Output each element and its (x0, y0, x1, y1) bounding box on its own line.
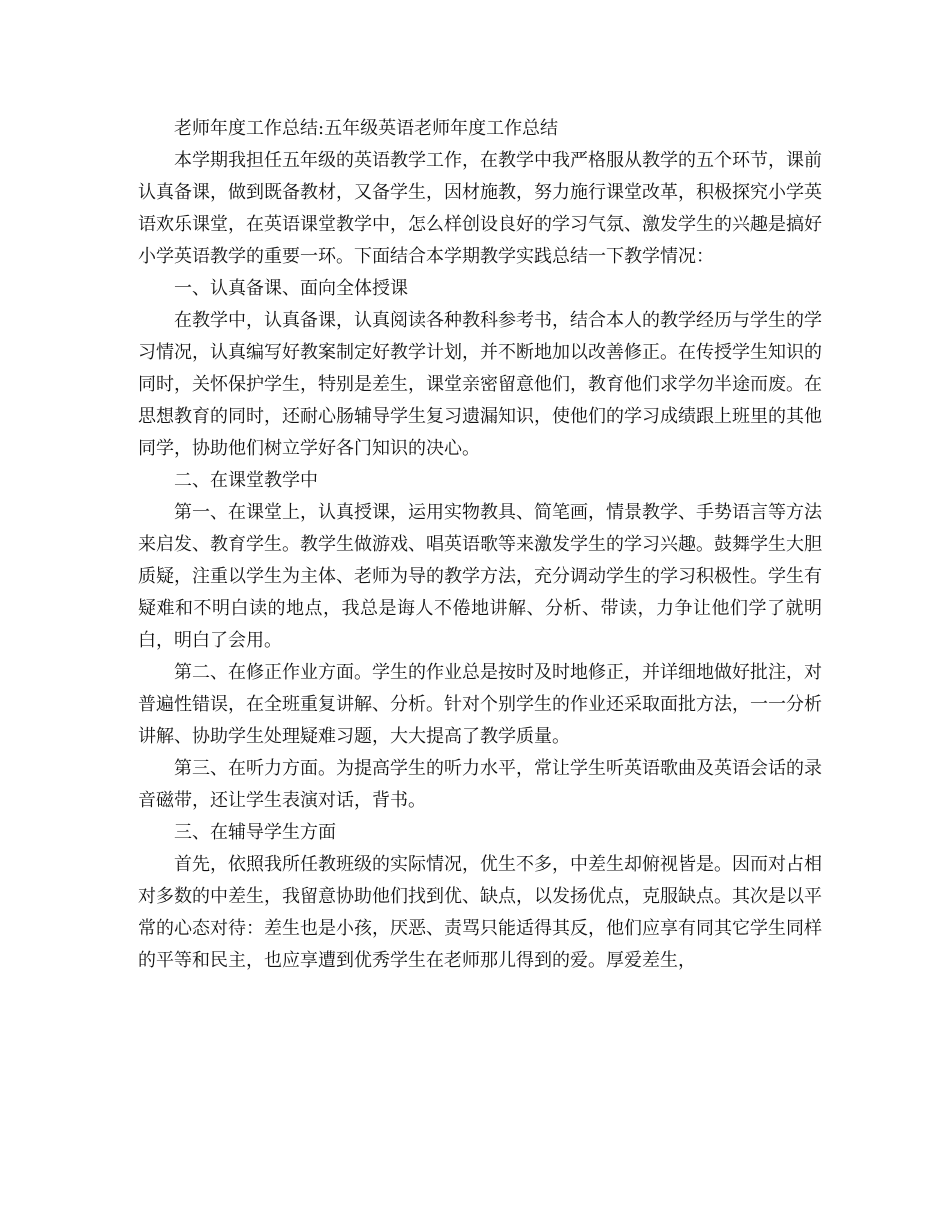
paragraph-lesson-prep: 在教学中，认真备课，认真阅读各种教科参考书，结合本人的教学经历与学生的学习情况，认真编写好教案制定好教学计划，并不断地加以改善修正。在传授学生知识的同时，关怀保护学生，特别是差生，课堂亲密留意他们，教育他们求学勿半途而废。在思想教育的同时，还耐心肠辅导学生复习遗漏知识，使他们的学习成绩跟上班里的其他同学，协助他们树立学好各门知识的决心。 (138, 310, 822, 459)
document-body (138, 113, 822, 977)
paragraph-tutoring: 首先，依照我所任教班级的实际情况，优生不多，中差生却俯视皆是。因而对占相对多数的中差生，我留意协助他们找到优、缺点，以发扬优点，克服缺点。其次是以平常的心态对待：差生也是小孩，厌恶、责骂只能适得其反，他们应享有同其它学生同样的平等和民主，也应享遭到优秀学生在老师那儿得到的爱。厚爱差生， (138, 854, 822, 971)
paragraph-listening: 第三、在听力方面。为提高学生的听力水平，常让学生听英语歌曲及英语会话的录音磁带，还让学生表演对话，背书。 (138, 758, 822, 811)
section-heading-1: 一、认真备课、面向全体授课 (174, 278, 408, 299)
section-heading-2: 二、在课堂教学中 (174, 470, 318, 491)
document-title: 老师年度工作总结:五年级英语老师年度工作总结 (174, 118, 559, 139)
paragraph-homework: 第二、在修正作业方面。学生的作业总是按时及时地修正，并详细地做好批注，对普遍性错误，在全班重复讲解、分析。针对个别学生的作业还采取面批方法，一一分析讲解、协助学生处理疑难习题，大大提高了教学质量。 (138, 662, 822, 747)
paragraph-intro: 本学期我担任五年级的英语教学工作，在教学中我严格服从教学的五个环节，课前认真备课，做到既备教材，又备学生，因材施教，努力施行课堂改革，积极探究小学英语欢乐课堂，在英语课堂教学中，怎么样创设良好的学习气氛、激发学生的兴趣是搞好小学英语教学的重要一环。下面结合本学期教学实践总结一下教学情况： (138, 150, 822, 267)
section-heading-3: 三、在辅导学生方面 (174, 822, 336, 843)
paragraph-classroom: 第一、在课堂上，认真授课，运用实物教具、简笔画，情景教学、手势语言等方法来启发、教育学生。教学生做游戏、唱英语歌等来激发学生的学习兴趣。鼓舞学生大胆质疑，注重以学生为主体、老师为导的教学方法，充分调动学生的学习积极性。学生有疑难和不明白读的地点，我总是诲人不倦地讲解、分析、带读，力争让他们学了就明白，明白了会用。 (138, 502, 822, 651)
